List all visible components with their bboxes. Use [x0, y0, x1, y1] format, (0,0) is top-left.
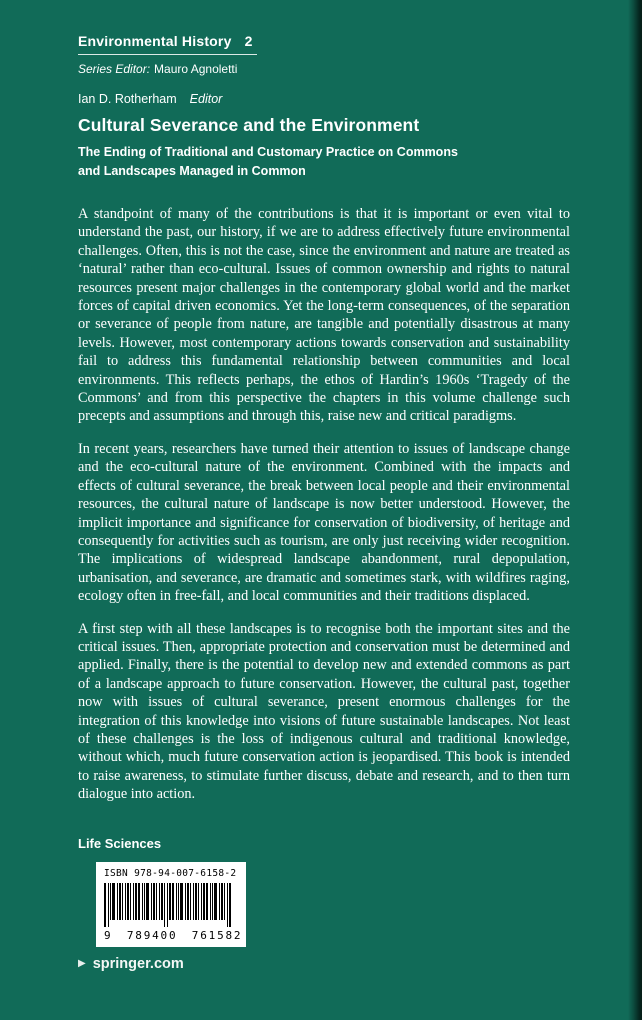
barcode-digits: 9 789400 761582: [104, 929, 243, 942]
blurb-paragraph: In recent years, researchers have turned their attention to issues of landscape change and the eco-cultural nature of the environment. Combined with the impacts and effects of cultural severance, the break between local people and their environmental resources, the cultural nature of landscape is now better understood. However, the implicit importance and significance for conservation of biodiversity, of heritage and consequently for activities such as tourism, are only just receiving wider recognition. The implications of widespread landscape abandonment, rural depopulation, urbanisation, and severance, are dramatic and sometimes stark, with wildfires raging, ecology often in free-fall, and local communities and their traditions displaced.: [78, 440, 570, 605]
blurb-paragraph: A standpoint of many of the contributions is that it is important or even vital to understand the past, our history, if we are to address effectively future environmental challenges. Often, this is not the case, since the environment and nature are treated as ‘natural’ rather than eco-cultural. Issues of common ownership and rights to natural resources present major challenges in the contemporary global world and the market forces of capital driven economics. Yet the long-term consequences, of the separation or severance of people from nature, are tangible and potentially disastrous at many levels. However, most contemporary actions towards conservation and sustainability fail to address this fundamental relationship between communities and local environments. This reflects perhaps, the ethos of Hardin’s 1960s ‘Tragedy of the Commons’ and from this perspective the chapters in this volume challenge such precepts and assumptions and through this, raise new and critical paradigms.: [78, 206, 570, 425]
back-cover-blurb: [78, 205, 570, 804]
series-title: [78, 33, 257, 55]
cover-edge-shadow: [628, 0, 642, 1020]
series-editor-label: Series Editor:: [78, 62, 151, 76]
series-name: Environmental History: [78, 33, 232, 49]
barcode: [96, 862, 246, 947]
book-title: Cultural Severance and the Environment: [78, 115, 420, 135]
header: [78, 33, 570, 180]
book-editor-line: [78, 92, 570, 106]
blurb-paragraph: A first step with all these landscapes is to recognise both the important sites and the critical issues. Then, appropriate protection and conservation must be determined and applied. Finally, there is the potential to develop new and extended commons as part of a landscape approach to future conservation. However, the cultural past, together now with issues of cultural severance, present enormous challenges for the integration of this knowledge into visions of future sustainable landscapes. Not least of these challenges is the loss of indigenous cultural and traditional knowledge, without which, much future conservation action is jeopardised. This book is intended to raise awareness, to stimulate further discuss, debate and research, and to then turn dialogue into action.: [78, 620, 570, 803]
book-subtitle: The Ending of Traditional and Customary Practice on Commons and Landscapes Managed in Common: [78, 144, 458, 178]
editor-role: Editor: [189, 92, 223, 106]
barcode-bars-icon: [104, 883, 238, 927]
publisher-footer: [78, 956, 184, 972]
series-editor-name: Mauro Agnoletti: [154, 62, 238, 76]
isbn-label: ISBN 978-94-007-6158-2: [104, 868, 237, 879]
category-label: Life Sciences: [78, 836, 162, 851]
series-volume: 2: [244, 33, 253, 49]
editor-name: Ian D. Rotherham: [78, 92, 177, 106]
series-editor-line: [78, 62, 570, 76]
springer-arrow-icon: ▶: [78, 958, 86, 969]
publisher-url: springer.com: [92, 956, 184, 972]
